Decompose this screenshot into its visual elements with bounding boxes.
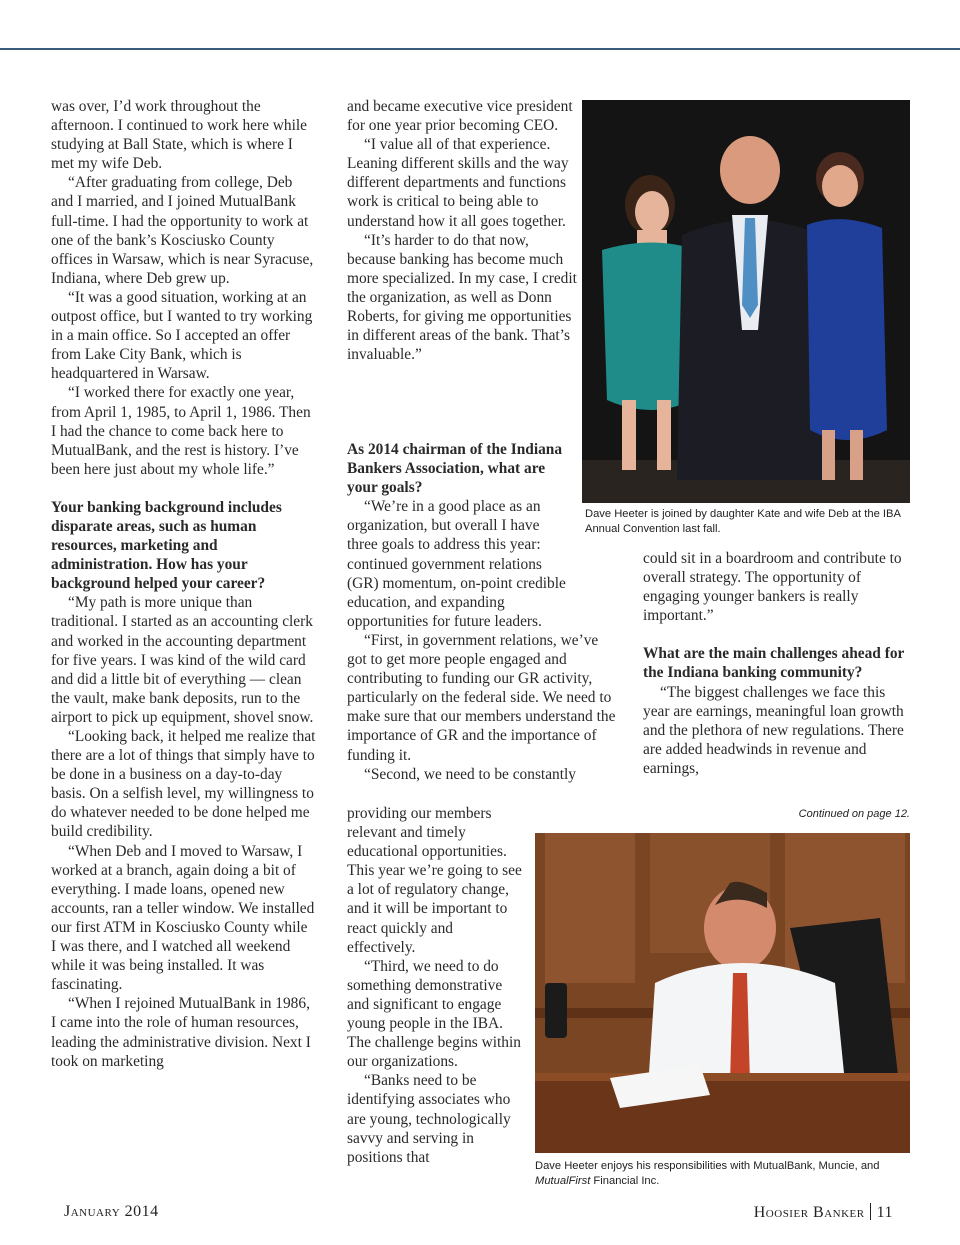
family-photo-illustration	[582, 100, 910, 503]
paragraph: and became executive vice president for one year prior becoming CEO.	[347, 98, 573, 135]
paragraph: “It’s harder to do that now, because banking has become much more specialized. In my case, I credit the organization, as well as Donn Roberts, for giving me opportunities in different areas of the bank. That’s invaluable.”	[347, 231, 577, 364]
article-column-3	[643, 549, 911, 778]
caption-text: Dave Heeter enjoys his responsibilities with MutualBank, Muncie, and	[535, 1160, 880, 1172]
paragraph: “I worked there for exactly one year, from April 1, 1985, to April 1, 1986. Then I had the chance to come back here to MutualBank, and the rest is history. I’ve been here just about my whole life.”	[51, 384, 311, 478]
paragraph: was over, I’d work throughout the afternoon. I continued to work here while studying at Ball State, which is where I met my wife Deb.	[51, 98, 307, 173]
paragraph: providing our members relevant and timely educational opportunities. This year we’re going to see a lot of regulatory change, and it will be important to react quickly and effectively.	[347, 805, 522, 956]
page-number: 11	[876, 1204, 893, 1221]
paragraph: “Second, we need to be constantly	[364, 765, 576, 783]
photo-heeter-family	[582, 100, 910, 503]
paragraph: “Banks need to be identifying associates who are young, technologically savvy and serving in positions that	[347, 1072, 511, 1166]
paragraph: “After graduating from college, Deb and I married, and I joined MutualBank full-time. I had the opportunity to work at one of the bank’s Kosciusko County offices in Warsaw, which is near Syracuse, Indiana, where Deb grew up.	[51, 174, 314, 287]
interview-question: What are the main challenges ahead for the Indiana banking community?	[643, 645, 905, 682]
header-rule	[0, 48, 960, 50]
caption-company-name: MutualFirst	[535, 1175, 591, 1187]
photo-caption: Dave Heeter is joined by daughter Kate and wife Deb at the IBA Annual Convention last fall.	[585, 508, 901, 535]
publication-title: Hoosier Banker	[753, 1204, 865, 1221]
paragraph: “I value all of that experience. Leaning different skills and the way different departments and functions work is critical to being able to understand how it all goes together.	[347, 136, 569, 230]
caption-text: Financial Inc.	[590, 1175, 660, 1187]
footer-publication	[754, 1203, 893, 1222]
paragraph: “It was a good situation, working at an outpost office, but I wanted to try working in a main office. So I accepted an offer from Lake City Bank, which is headquartered in Warsaw.	[51, 288, 313, 383]
paragraph: could sit in a boardroom and contribute to overall strategy. The opportunity of engaging younger bankers is really important.”	[643, 550, 902, 625]
paragraph: “My path is more unique than traditional. I started as an accounting clerk and worked in the accounting department for five years. I was kind of the wild card and did a little bit of everything — clean the vault, make bank deposits, run to the airport to pick up equipment, shovel snow.	[51, 594, 314, 726]
paragraph: “Third, we need to do something demonstrative and significant to engage young people in the IBA. The challenge begins within our organizations.	[347, 957, 521, 1071]
office-photo-illustration	[535, 833, 910, 1153]
paragraph: “When Deb and I moved to Warsaw, I worked at a branch, again doing a bit of everything. I made loans, opened new accounts, ran a teller window. We installed our first ATM in Kosciusko County while I was there, and I watched all weekend while it was being installed. It was fascinating.	[51, 842, 315, 994]
photo-heeter-office	[535, 833, 910, 1153]
paragraph: “We’re in a good place as an organization, but overall I have three goals to address this year: continued government relations (GR) momentum, on-point credible education, and expanding opportunities for future leaders.	[347, 498, 566, 630]
article-column-1	[51, 97, 316, 1071]
photo-caption	[535, 1159, 915, 1189]
footer-divider	[870, 1203, 871, 1220]
paragraph: “The biggest challenges we face this year are earnings, meaningful loan growth and the plethora of new regulations. There are added headwinds in revenue and earnings,	[643, 683, 904, 777]
article-column-2-middle	[347, 440, 617, 784]
continued-note: Continued on page 12.	[798, 808, 910, 820]
footer-issue-date: January 2014	[64, 1203, 159, 1220]
paragraph: “First, in government relations, we’ve got to get more people engaged and contributing to funding our GR activity, particularly on the federal side. We need to make sure that our members understand the importance of GR and the importance of funding it.	[347, 631, 616, 764]
interview-question: Your banking background includes disparate areas, such as human resources, marketing and administration. How has your background helped your career?	[51, 498, 282, 593]
article-column-2-bottom	[347, 804, 525, 1167]
article-column-2-top	[347, 97, 577, 364]
paragraph: “When I rejoined MutualBank in 1986, I came into the role of human resources, leading the administrative division. Next I took on marketing	[51, 995, 311, 1070]
interview-question: As 2014 chairman of the Indiana Bankers Association, what are your goals?	[347, 441, 563, 497]
paragraph: “Looking back, it helped me realize that there are a lot of things that simply have to be done in a business on a day-to-day basis. On a selfish level, my willingness to do whatever needed to be done helped me build credibility.	[51, 728, 316, 841]
